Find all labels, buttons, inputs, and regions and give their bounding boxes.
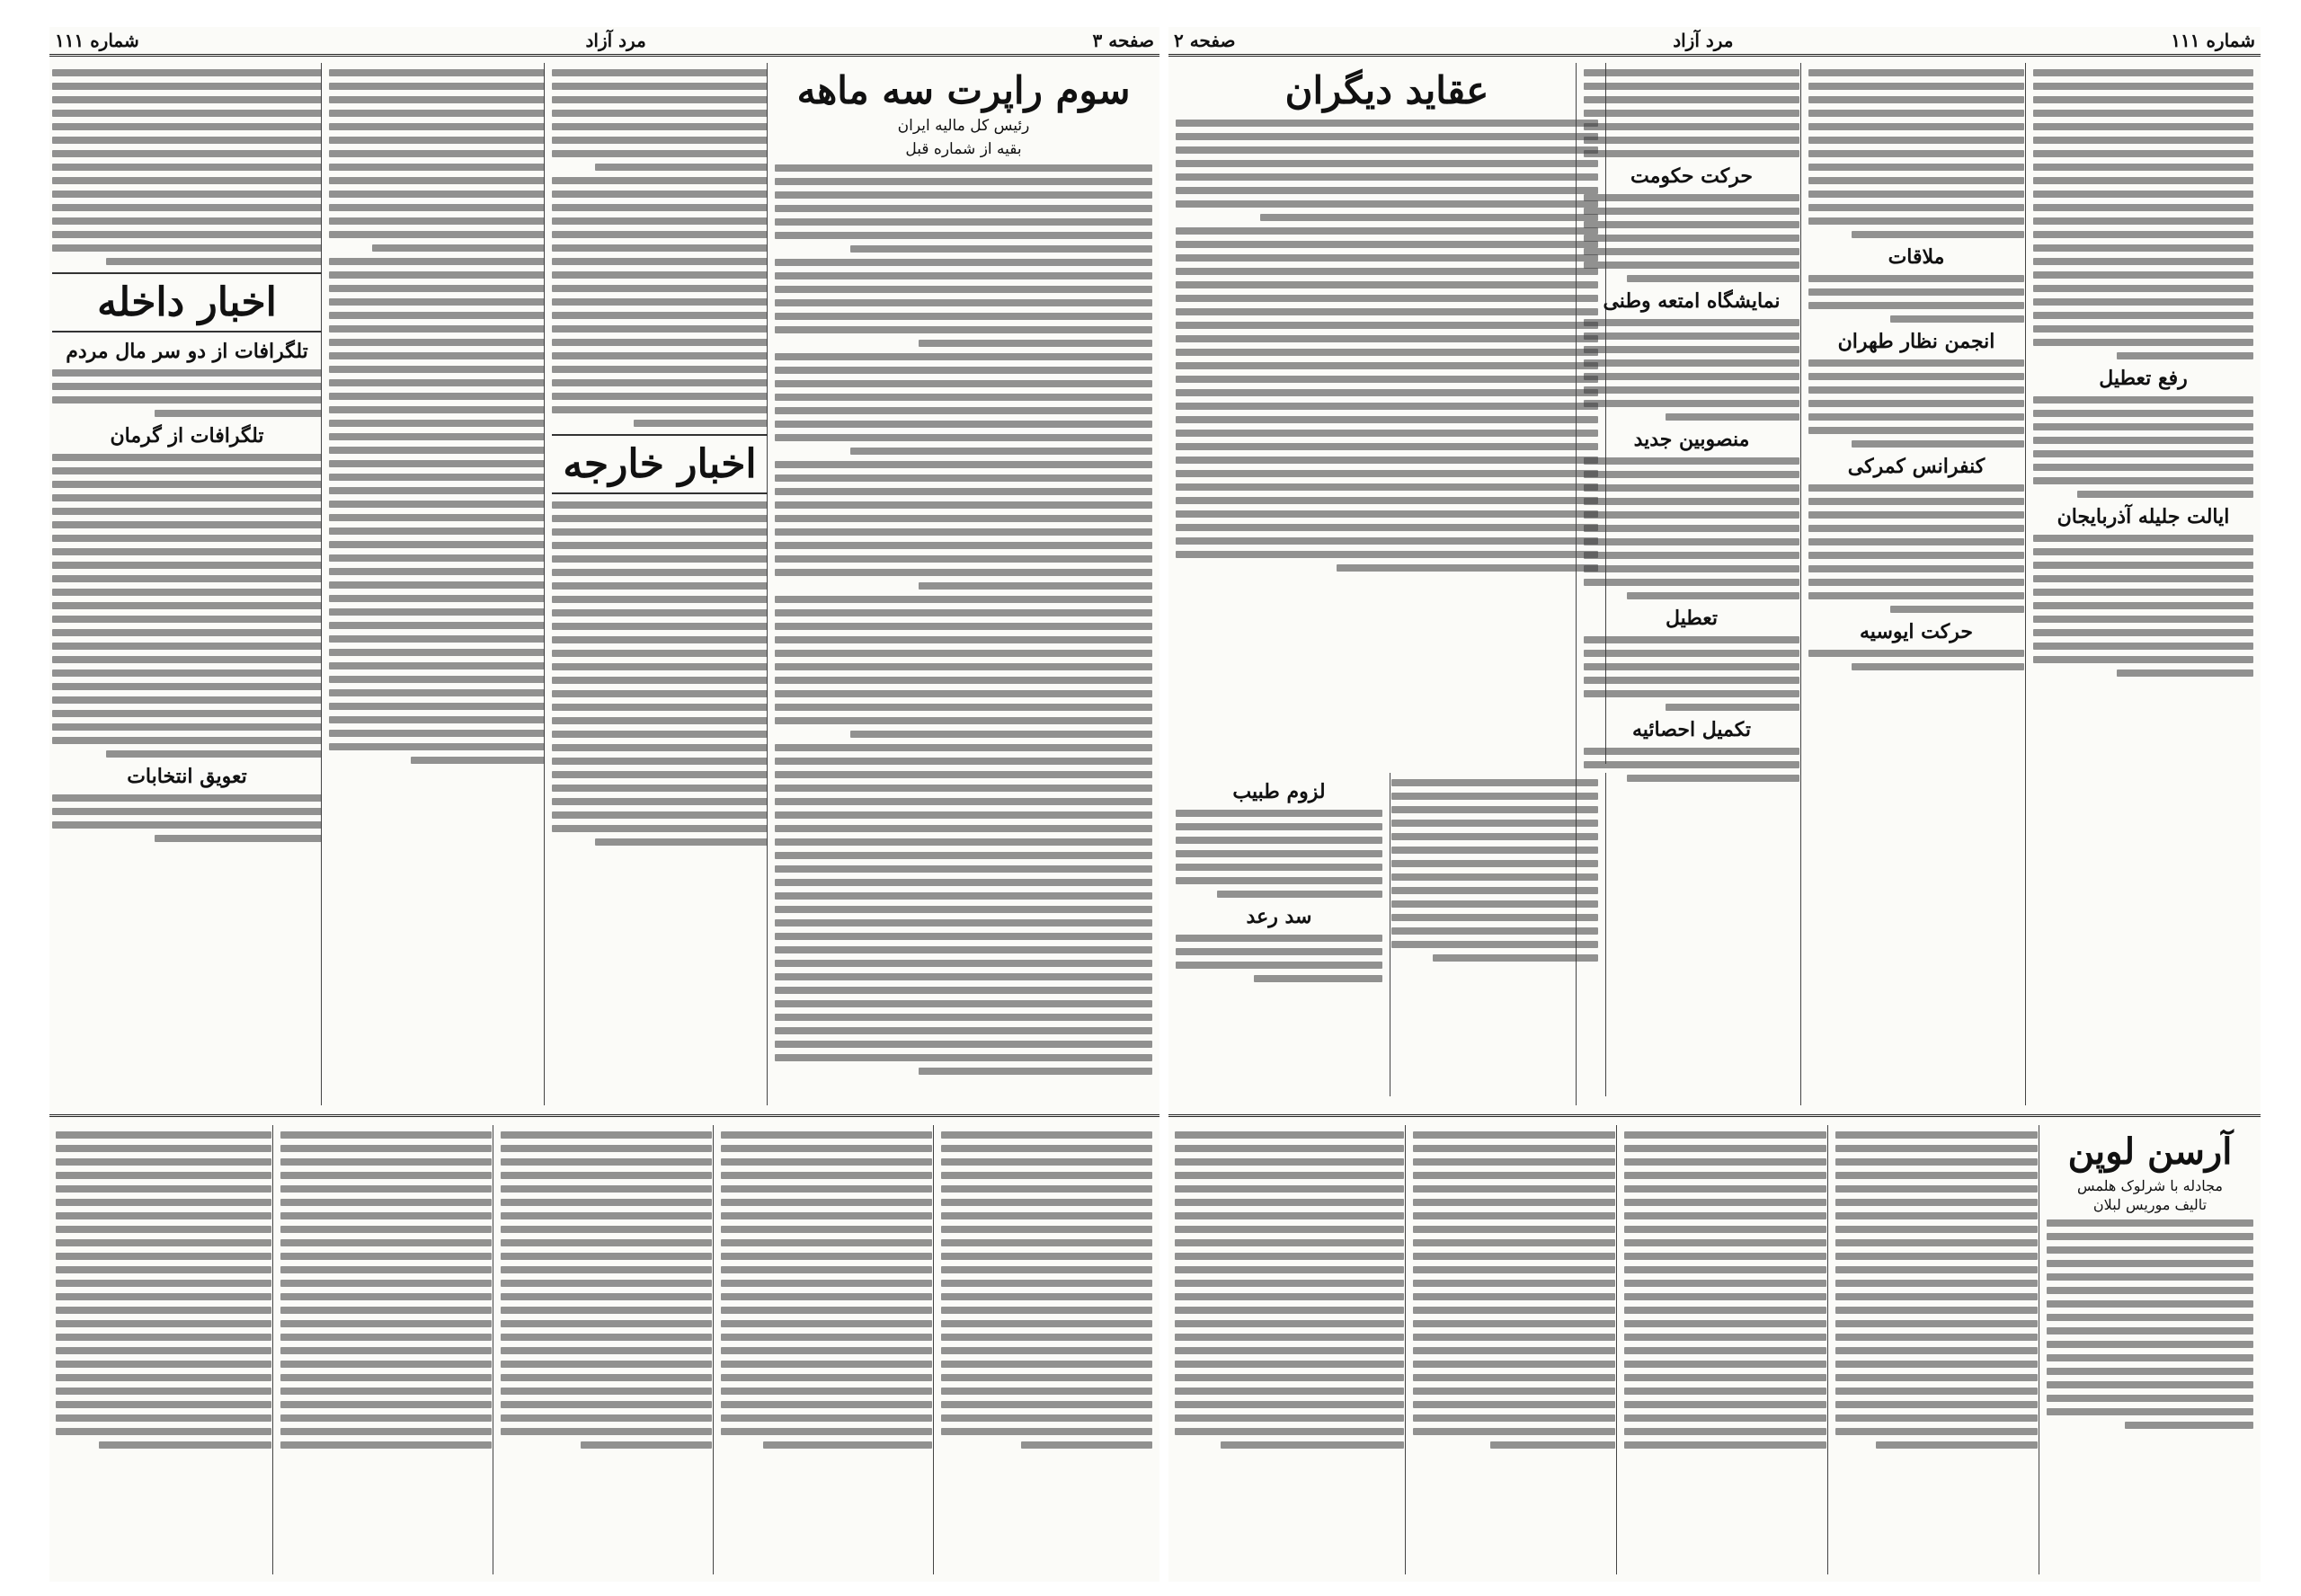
subhead-meetings: ملاقات bbox=[1888, 245, 1945, 269]
bottom-column-2 bbox=[713, 1125, 939, 1574]
subhead-dam: سد رعد bbox=[1246, 905, 1312, 928]
issue-number: شماره ۱۱۱ bbox=[55, 30, 139, 51]
serial-arsene-lupin bbox=[2039, 1125, 2261, 1574]
subhead-customs-conference: کنفرانس کمرکی bbox=[1847, 455, 1986, 478]
serial-title: آرسن لوپن bbox=[2067, 1130, 2233, 1173]
paper-name: مرد آزاد bbox=[1673, 30, 1734, 51]
page-header bbox=[49, 27, 1159, 57]
subhead-census: تکمیل احصائیه bbox=[1632, 718, 1751, 741]
subhead-azerbaijan: ایالت جلیله آذربایجان bbox=[2057, 505, 2230, 528]
column-meetings bbox=[1800, 63, 2031, 1105]
subhead-government-move: حرکت حکومت bbox=[1630, 164, 1753, 188]
subhead-reopening: رفع تعطیل bbox=[2099, 367, 2188, 390]
issue-number: شماره ۱۱۱ bbox=[2171, 30, 2255, 51]
newspaper-page-3 bbox=[49, 27, 1159, 1582]
column-domestic-news bbox=[45, 63, 329, 1105]
horizontal-divider bbox=[49, 1114, 1159, 1117]
bottom-column-5 bbox=[49, 1125, 279, 1574]
column-foreign-news bbox=[544, 63, 775, 1105]
article-title: سوم راپرت سه ماهه bbox=[796, 68, 1131, 112]
column-ministry-notes bbox=[1384, 773, 1606, 1096]
bottom-column-4 bbox=[272, 1125, 499, 1574]
subhead-closure: تعطیل bbox=[1665, 607, 1719, 630]
continuation-note: بقیه از شماره قبل bbox=[905, 140, 1022, 159]
page-label: صفحه ۳ bbox=[1092, 30, 1154, 51]
subhead-appointees: منصوبین جدید bbox=[1633, 428, 1750, 451]
serial-subtitle: مجادله با شرلوک هلمس bbox=[2076, 1177, 2223, 1194]
serial-column-5 bbox=[1168, 1125, 1411, 1574]
article-subtitle: رئیس کل مالیه ایران bbox=[897, 117, 1030, 136]
column-government-news bbox=[1576, 63, 1807, 1105]
serial-column-3 bbox=[1616, 1125, 1834, 1574]
page-label: صفحه ۲ bbox=[1174, 30, 1236, 51]
page-header bbox=[1168, 27, 2261, 57]
article-body bbox=[775, 164, 1152, 1075]
subhead-kerman-telegrams: تلگرافات از گرمان bbox=[110, 424, 264, 448]
serial-column-4 bbox=[1405, 1125, 1622, 1574]
column-election-news bbox=[321, 63, 552, 1105]
horizontal-divider bbox=[1168, 1114, 2261, 1117]
subhead-tehran-council: انجمن نظار طهران bbox=[1837, 330, 1995, 353]
paper-name: مرد آزاد bbox=[585, 30, 646, 51]
bottom-column-3 bbox=[493, 1125, 719, 1574]
subhead-election-delay: تعویق انتخابات bbox=[127, 765, 247, 788]
section-title-domestic-news: اخبار داخله bbox=[52, 272, 322, 332]
serial-column-2 bbox=[1827, 1125, 2045, 1574]
subhead-doctor: لزوم طبیب bbox=[1232, 780, 1326, 803]
column-main-article bbox=[767, 63, 1159, 1105]
opinions-title: عقاید دیگران bbox=[1284, 68, 1489, 112]
subhead-exhibition: نمایشگاه امتعه وطنی bbox=[1603, 289, 1781, 313]
subhead-departure: حرکت ایوسیه bbox=[1860, 620, 1973, 643]
bottom-column-1 bbox=[933, 1125, 1159, 1574]
subhead-property: تلگرافات از دو سر مال مردم bbox=[66, 340, 308, 363]
column-doctor-need bbox=[1168, 773, 1390, 1096]
newspaper-page-2 bbox=[1168, 27, 2261, 1582]
serial-author: تالیف موریس لبلان bbox=[2092, 1196, 2208, 1213]
column-azerbaijan bbox=[2025, 63, 2261, 1105]
section-title-foreign-news: اخبار خارجه bbox=[552, 434, 768, 494]
column-opinions bbox=[1168, 63, 1606, 764]
